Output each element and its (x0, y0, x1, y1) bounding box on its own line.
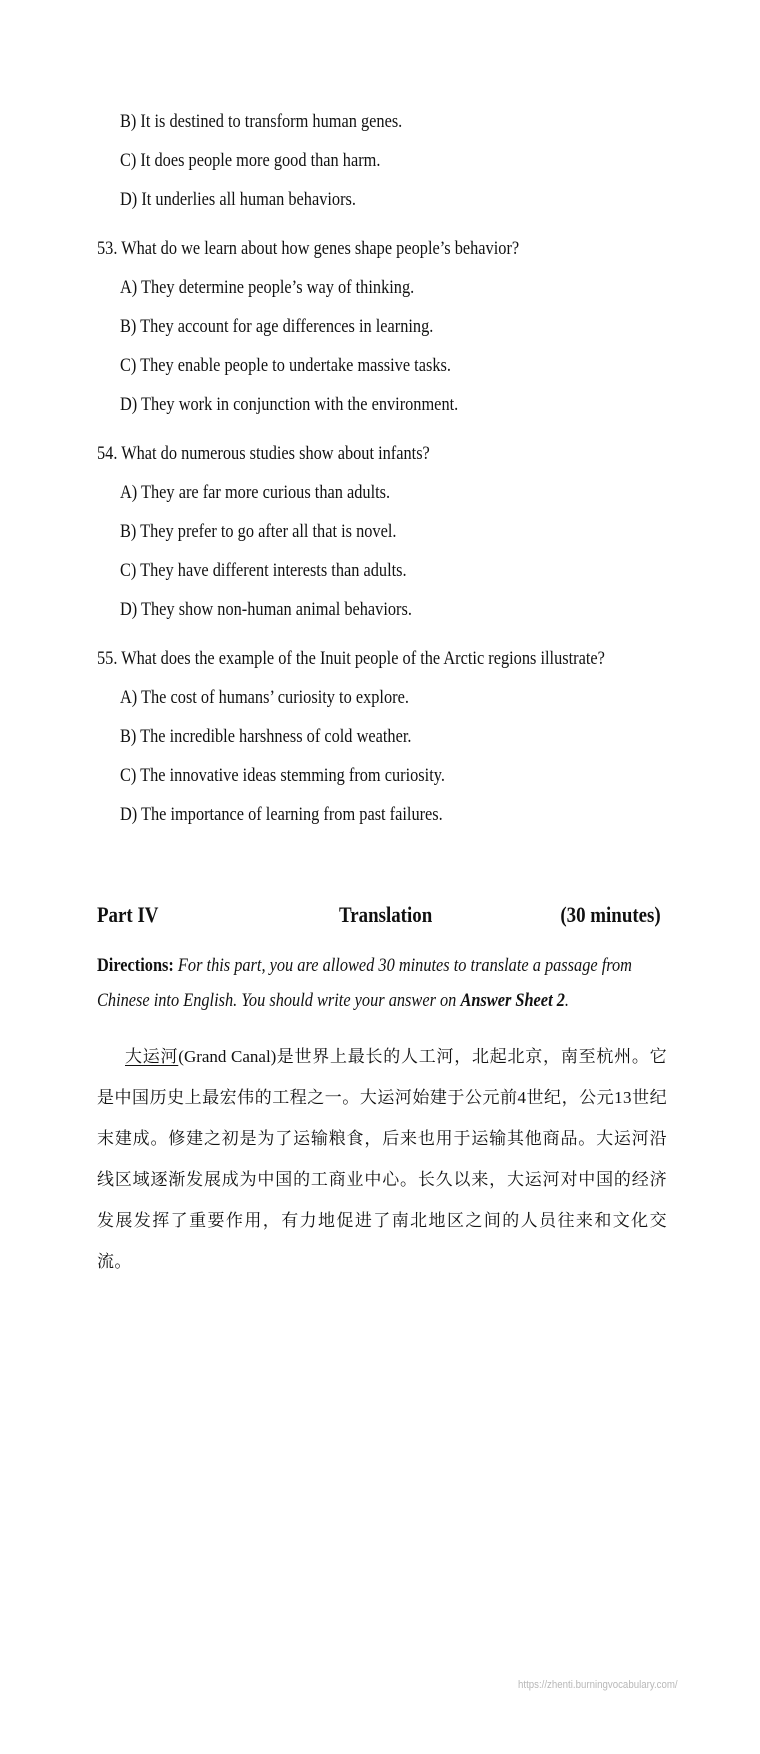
q55-option-b: B) The incredible harshness of cold weather. (120, 726, 412, 747)
q53-option-d: D) They work in conjunction with the environment. (120, 394, 459, 415)
passage-underlined-term: 大运河 (125, 1047, 179, 1066)
part-title: Translation (339, 902, 433, 927)
directions-label: Directions: (97, 955, 174, 976)
part-label: Part IV (97, 902, 159, 927)
passage-english-term: (Grand Canal) (178, 1047, 277, 1066)
q55-option-d: D) The importance of learning from past failures. (120, 804, 443, 825)
part-time: (30 minutes) (560, 902, 661, 927)
q53-option-a: A) They determine people’s way of thinking. (120, 277, 415, 298)
q54-option-b: B) They prefer to go after all that is novel. (120, 521, 397, 542)
q53-option-b: B) They account for age differences in learning. (120, 316, 434, 337)
q52-option-b: B) It is destined to transform human genes. (120, 111, 403, 132)
translation-passage (97, 1036, 667, 1282)
q55-stem: 55. What does the example of the Inuit people of the Arctic regions illustrate? (97, 648, 605, 669)
directions (97, 948, 665, 1018)
q53-option-c: C) They enable people to undertake massive tasks. (120, 355, 451, 376)
passage-text: 是世界上最长的人工河，北起北京，南至杭州。它是中国历史上最宏伟的工程之一。大运河始建于公元前4世纪，公元13世纪末建成。修建之初是为了运输粮食，后来也用于运输其他商品。大运河沿线区域逐渐发展成为中国的工商业中心。长久以来，大运河对中国的经济发展发挥了重要作用，有力地促进了南北地区之间的人员往来和文化交流。 (97, 1047, 667, 1271)
q52-option-d: D) It underlies all human behaviors. (120, 189, 356, 210)
q54-option-d: D) They show non-human animal behaviors. (120, 599, 412, 620)
directions-end: . (564, 990, 569, 1011)
q55-option-a: A) The cost of humans’ curiosity to explore. (120, 687, 409, 708)
watermark-url: https://zhenti.burningvocabulary.com/ (518, 1679, 678, 1691)
directions-text: For this part, you are allowed 30 minutes to translate a passage from Chinese into English. You should write your answer on (97, 955, 632, 1011)
q54-option-c: C) They have different interests than adults. (120, 560, 407, 581)
q54-option-a: A) They are far more curious than adults. (120, 482, 391, 503)
part-header (97, 902, 661, 930)
q52-option-c: C) It does people more good than harm. (120, 150, 381, 171)
q53-stem: 53. What do we learn about how genes shape people’s behavior? (97, 238, 520, 259)
q55-option-c: C) The innovative ideas stemming from curiosity. (120, 765, 445, 786)
answer-sheet-ref: Answer Sheet 2 (460, 990, 565, 1011)
q54-stem: 54. What do numerous studies show about infants? (97, 443, 430, 464)
